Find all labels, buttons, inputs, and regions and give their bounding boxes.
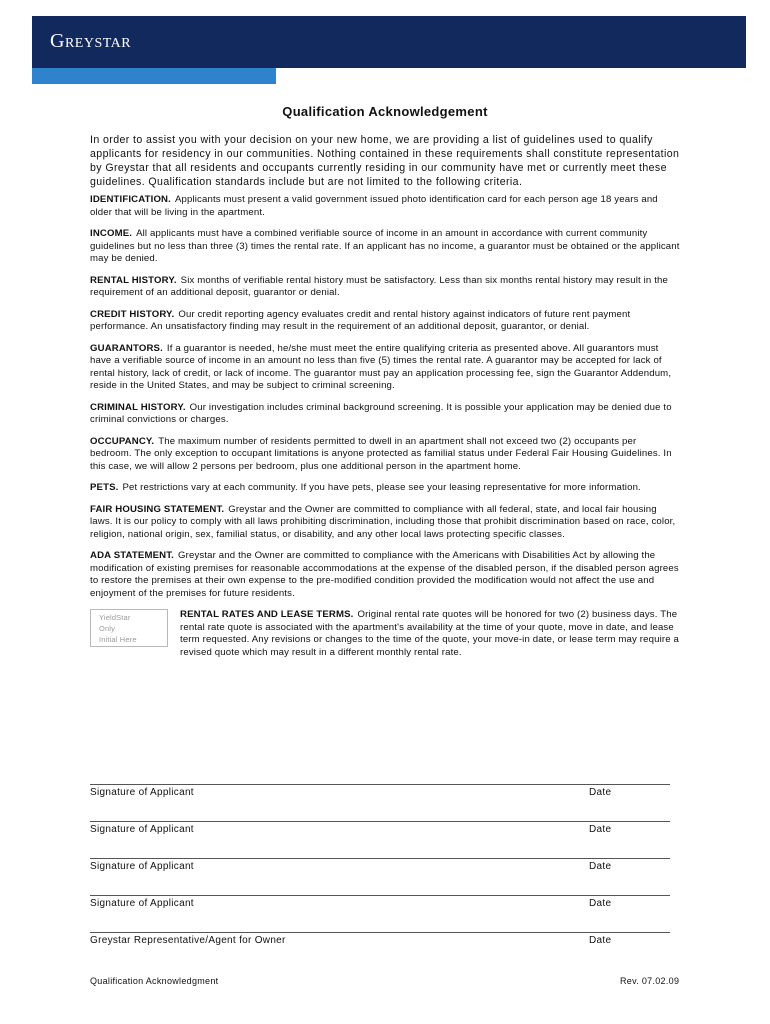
greystar-logo: Greystar bbox=[50, 30, 132, 52]
section-income bbox=[90, 228, 680, 266]
date-label: Date bbox=[589, 935, 612, 946]
header-bar bbox=[32, 16, 746, 68]
section-text: Greystar and the Owner are committed to compliance with the Americans with Disabilities Act by allowing the modification of existing premises for reasonable accommodations at the expense of the disabled person, if the disabled person agrees to restore the premises at their own expense to the pre-modified condition provided the modification would not affect the use and enjoyment of the premises for future residents. bbox=[90, 550, 679, 599]
signature-line[interactable] bbox=[90, 895, 670, 896]
section-criminal-history bbox=[90, 402, 680, 427]
section-rental-history bbox=[90, 275, 680, 300]
section-guarantors bbox=[90, 343, 680, 393]
section-identification bbox=[90, 194, 680, 219]
date-label: Date bbox=[589, 824, 612, 835]
section-text: If a guarantor is needed, he/she must meet the entire qualifying criteria as presented above. All guarantors must have a verifiable source of income in an amount no less than five (5) times the rental rate. A guarantor may be accepted for lack of rental history, lack of credit, or lack of income. The guarantor must pay an application processing fee, sign the Guarantor Addendum, reside in the United States, and may be subject to criminal screening. bbox=[90, 342, 672, 391]
section-label: IDENTIFICATION. bbox=[90, 194, 171, 205]
section-label: FAIR HOUSING STATEMENT. bbox=[90, 503, 225, 515]
section-label: INCOME. bbox=[90, 228, 133, 239]
signature-line[interactable] bbox=[90, 932, 670, 933]
signature-line[interactable] bbox=[90, 821, 670, 822]
initial-here-box[interactable] bbox=[90, 609, 168, 647]
section-label: GUARANTORS. bbox=[90, 342, 163, 354]
signature-line[interactable] bbox=[90, 784, 670, 785]
accent-bar bbox=[32, 68, 276, 84]
initial-box-line: Initial Here bbox=[99, 635, 137, 644]
section-ada bbox=[90, 550, 680, 600]
section-text: Greystar and the Owner are committed to compliance with all federal, state, and local fair housing laws. It is our policy to comply with all laws prohibiting discrimination, including those that prohibit discrimination based on race, color, religion, national origin, sex, familial status, or disability, and any other local laws protecting specific classes. bbox=[90, 503, 676, 540]
section-label: ADA STATEMENT. bbox=[90, 550, 174, 561]
footer-revision: Rev. 07.02.09 bbox=[620, 976, 680, 986]
initial-box-line: YieldStar bbox=[99, 613, 131, 622]
signature-line[interactable] bbox=[90, 858, 670, 859]
section-text: Our credit reporting agency evaluates credit and rental history against indicators of future rent payment performance. An unsatisfactory finding may result in the requirement of an additional deposit, guarantor, or denial. bbox=[90, 308, 631, 332]
document-body bbox=[90, 104, 680, 659]
section-label: RENTAL HISTORY. bbox=[90, 274, 177, 286]
date-label: Date bbox=[589, 861, 612, 872]
signature-representative-label: Greystar Representative/Agent for Owner bbox=[90, 935, 286, 946]
section-label: RENTAL RATES AND LEASE TERMS. bbox=[180, 609, 354, 620]
section-rental-rates bbox=[90, 609, 680, 659]
signature-applicant-label: Signature of Applicant bbox=[90, 861, 194, 872]
section-pets bbox=[90, 482, 680, 495]
section-text: Original rental rate quotes will be honored for two (2) business days. The rental rate quote is associated with the apartment's availability at the time of your quote, move in date, and lease term requested. Any revisions or changes to the time of the quote, your move-in date, or lease term may require a revised quote which may result in a different monthly rental rate. bbox=[180, 609, 680, 658]
section-occupancy bbox=[90, 436, 680, 474]
date-label: Date bbox=[589, 898, 612, 909]
section-text: All applicants must have a combined verifiable source of income in an amount in accordance with current community guidelines but no less than three (3) times the rental rate. If an applicant has no income, a guarantor must be obtained or the applicant may be denied. bbox=[90, 228, 680, 264]
signature-applicant-label: Signature of Applicant bbox=[90, 824, 194, 835]
footer-title: Qualification Acknowledgment bbox=[90, 976, 219, 986]
section-label: OCCUPANCY. bbox=[90, 435, 155, 447]
document-title: Qualification Acknowledgement bbox=[282, 104, 488, 119]
section-text: Pet restrictions vary at each community. If you have pets, please see your leasing representative for more information. bbox=[122, 482, 641, 493]
signature-applicant-label: Signature of Applicant bbox=[90, 787, 194, 798]
section-text: The maximum number of residents permitted to dwell in an apartment shall not exceed two (2) occupants per bedroom. The only exception to occupant limitations is anyone protected as familial status under Federal Fair Housing Guidelines. In this case, we will allow 2 persons per bedroom, plus one additional person in the apartment home. bbox=[90, 435, 672, 472]
date-label: Date bbox=[589, 787, 612, 798]
signature-applicant-label: Signature of Applicant bbox=[90, 898, 194, 909]
section-text: Applicants must present a valid government issued photo identification card for each person age 18 years and older that will be living in the apartment. bbox=[90, 194, 658, 218]
initial-box-line: Only bbox=[99, 624, 116, 633]
section-text: Six months of verifiable rental history must be satisfactory. Less than six months rental history may result in the requirement of an additional deposit, guarantor or denial. bbox=[90, 274, 669, 298]
section-fair-housing bbox=[90, 504, 680, 542]
section-label: CRIMINAL HISTORY. bbox=[90, 401, 186, 413]
section-credit-history bbox=[90, 309, 680, 334]
section-label: PETS. bbox=[90, 482, 119, 493]
intro-paragraph: In order to assist you with your decision on your new home, we are providing a list of guidelines used to qualify applicants for residency in our communities. Nothing contained in these requirements shall constitute representation by Greystar that all residents and occupants currently residing in our community have met or currently meet these guidelines. Qualification standards include but are not limited to the following criteria. bbox=[90, 134, 680, 188]
section-text: Our investigation includes criminal background screening. It is possible your application may be denied due to criminal convictions or charges. bbox=[90, 401, 672, 425]
section-label: CREDIT HISTORY. bbox=[90, 308, 175, 320]
